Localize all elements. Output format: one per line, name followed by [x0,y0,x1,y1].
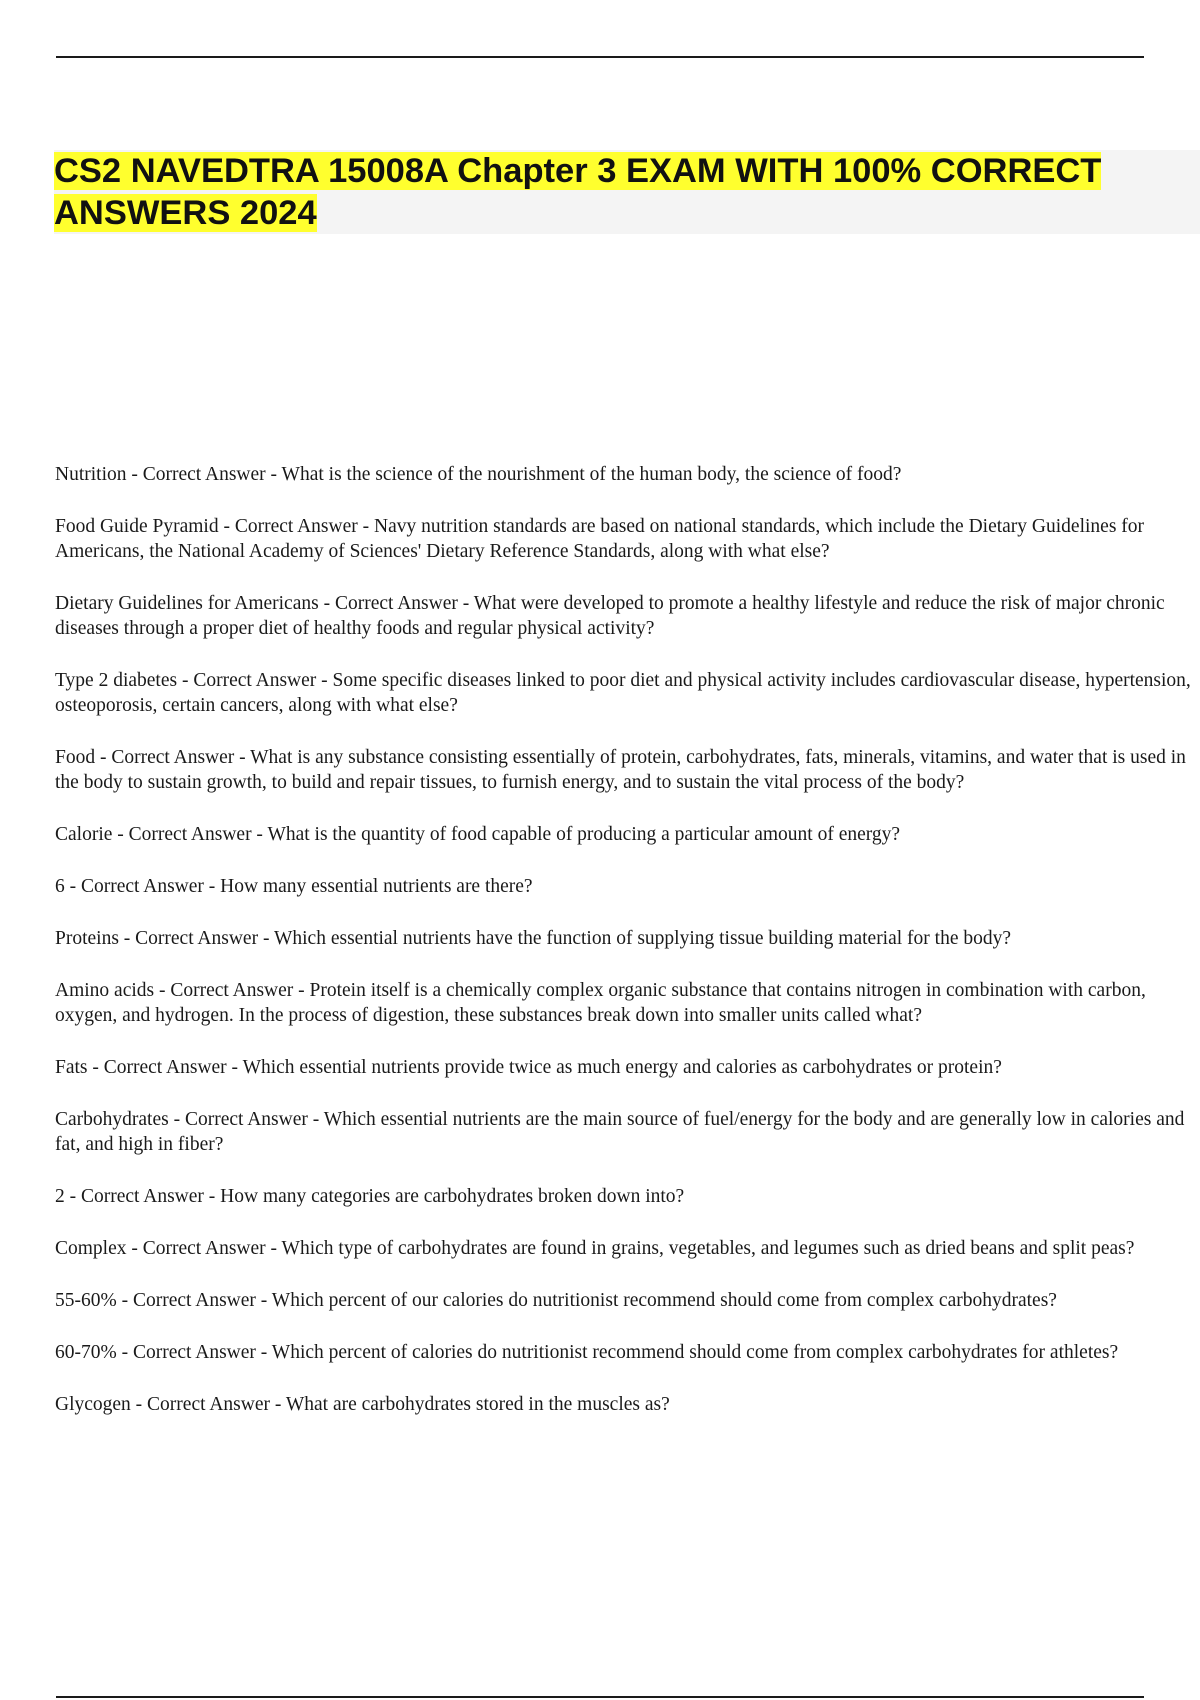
qa-list [55,462,1200,1444]
qa-item-food-guide-pyramid: Food Guide Pyramid - Correct Answer - Navy nutrition standards are based on national standards, which include the Dietary Guidelines for Americans, the National Academy of Sciences' Dietary Reference Standards, along with what else? [55,516,1145,562]
qa-item-food: Food - Correct Answer - What is any substance consisting essentially of protein, carbohydrates, fats, minerals, vitamins, and water that is used in the body to sustain growth, to build and repair tissues, to furnish energy, and to sustain the vital process of the body? [55,747,1186,793]
qa-item-fats: Fats - Correct Answer - Which essential nutrients provide twice as much energy and calories as carbohydrates or protein? [55,1057,1002,1078]
qa-item-carbohydrate-categories: 2 - Correct Answer - How many categories are carbohydrates broken down into? [55,1186,685,1207]
bottom-rule [56,1696,1144,1698]
qa-item-amino-acids: Amino acids - Correct Answer - Protein itself is a chemically complex organic substance that contains nitrogen in combination with carbon, oxygen, and hydrogen. In the process of digestion, these substances break down into smaller units called what? [55,980,1146,1026]
qa-item-dietary-guidelines: Dietary Guidelines for Americans - Correct Answer - What were developed to promote a healthy lifestyle and reduce the risk of major chronic diseases through a proper diet of healthy foods and regular physical activity? [55,593,1165,639]
qa-item-nutrition: Nutrition - Correct Answer - What is the science of the nourishment of the human body, the science of food? [55,464,902,485]
qa-item-proteins: Proteins - Correct Answer - Which essential nutrients have the function of supplying tissue building material for the body? [55,928,1012,949]
qa-item-complex: Complex - Correct Answer - Which type of carbohydrates are found in grains, vegetables, and legumes such as dried beans and split peas? [55,1238,1135,1259]
top-rule [56,56,1144,58]
qa-item-type-2-diabetes: Type 2 diabetes - Correct Answer - Some specific diseases linked to poor diet and physical activity includes cardiovascular disease, hypertension, osteoporosis, certain cancers, along with what else? [55,670,1191,716]
qa-item-55-60-percent: 55-60% - Correct Answer - Which percent of our calories do nutritionist recommend should come from complex carbohydrates? [55,1290,1057,1311]
qa-item-carbohydrates: Carbohydrates - Correct Answer - Which essential nutrients are the main source of fuel/energy for the body and are generally low in calories and fat, and high in fiber? [55,1109,1185,1155]
qa-item-glycogen: Glycogen - Correct Answer - What are carbohydrates stored in the muscles as? [55,1394,670,1415]
document-title [54,150,1200,234]
title-highlight: CS2 NAVEDTRA 15008A Chapter 3 EXAM WITH 100% CORRECT ANSWERS 2024 [54,152,1102,232]
qa-item-calorie: Calorie - Correct Answer - What is the quantity of food capable of producing a particular amount of energy? [55,824,901,845]
qa-item-60-70-percent: 60-70% - Correct Answer - Which percent of calories do nutritionist recommend should come from complex carbohydrates for athletes? [55,1342,1119,1363]
qa-item-essential-nutrients-count: 6 - Correct Answer - How many essential nutrients are there? [55,876,533,897]
